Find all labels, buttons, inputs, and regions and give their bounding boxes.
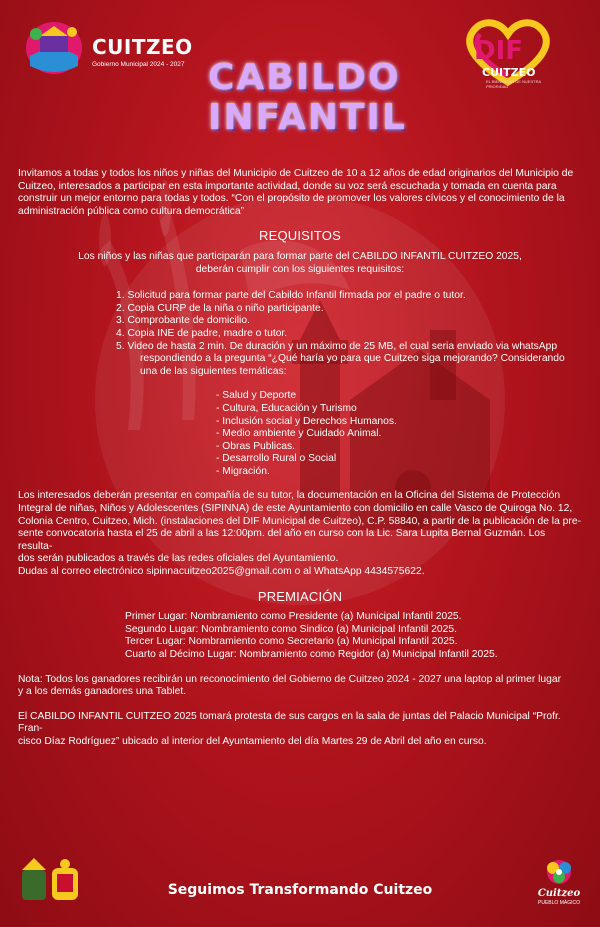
dif-logo-sub: CUITZEO [482, 66, 536, 79]
list-item: Tercer Lugar: Nombramiento como Secretario (a) Municipal Infantil 2025. [125, 636, 458, 648]
procedure-line: Los interesados deberán presentar en compañía de su tutor, la documentación en la Oficina del Sistema de Protección [18, 490, 561, 502]
brand-block [92, 35, 193, 68]
coat-of-arms-icon [20, 856, 80, 906]
title-line-1: CABILDO [208, 57, 401, 98]
list-item: - Inclusión social y Derechos Humanos. [216, 415, 397, 427]
procedure-paragraph [18, 490, 582, 578]
procedure-line: Colonia Centro, Cuitzeo, Mich. (instalaciones del DIF Municipal de Cuitzeo), C.P. 58840, a partir de la publicación de la pre- [18, 515, 581, 527]
list-item: 4. Copia INE de padre, madre o tutor. [116, 327, 288, 339]
premiacion-heading: PREMIACIÓN [257, 588, 343, 604]
procedure-line: Dudas al correo electrónico sipinnacuitzeo2025@gmail.com o al WhatsApp 4434575622. [18, 566, 425, 578]
cuitzeo-emblem-icon [22, 18, 86, 76]
dif-logo [460, 16, 556, 89]
main-content [18, 168, 582, 761]
procedure-line: Integral de niñas, Niños y Adolescentes (SIPINNA) de este Ayuntamiento con domicilio en calle Vasco de Quiroga No. 12, [18, 503, 573, 515]
brand-subtitle: Gobierno Municipal 2024 - 2027 [92, 61, 185, 68]
list-item: - Migración. [216, 465, 270, 477]
prize-list [125, 611, 582, 661]
intro-paragraph: Invitamos a todas y todos los niños y niñas del Municipio de Cuitzeo de 10 a 12 años de edad originarios del Municipio de Cuitzeo, interesados a participar en esta importante actividad, donde su voz será escuchada y tomada en cuenta para construir un mejor entorno para todas y todos. “Con el propósito de promover los valores cívicos y el conocimiento de la administración pública como cultura democrática” [18, 168, 574, 217]
requisitos-lead-2: deberán cumplir con los siguientes requisitos: [195, 263, 405, 275]
list-item-continuation: respondiendo a la pregunta “¿Qué haría yo para que Cuitzeo siga mejorando? Considerando [140, 353, 565, 365]
list-item: Primer Lugar: Nombramiento como Presidente (a) Municipal Infantil 2025. [125, 611, 462, 623]
list-item: - Medio ambiente y Cuidado Animal. [216, 428, 382, 440]
requisitos-heading: REQUISITOS [259, 228, 341, 244]
list-item: 1. Solicitud para formar parte del Cabildo Infantil firmada por el padre o tutor. [116, 290, 466, 302]
pueblo-magico-logo [534, 858, 584, 914]
dif-logo-text: DIF [474, 36, 524, 66]
pueblo-magico-icon [534, 858, 584, 888]
nota-line: y a los demás ganadores una Tablet. [18, 686, 187, 698]
nota-paragraph [18, 674, 582, 699]
pueblo-magico-name: Cuitzeo [537, 888, 581, 899]
closing-line: El CABILDO INFANTIL CUITZEO 2025 tomará protesta de sus cargos en la sala de juntas del Palacio Municipal “Profr. Fran- [18, 710, 561, 735]
requisitos-lead-1: Los niños y las niñas que participarán para formar parte del CABILDO INFANTIL CUITZEO 2025, [78, 250, 522, 262]
list-item: 5. Video de hasta 2 min. De duración y un máximo de 25 MB, el cual seria enviado via whatsApp [116, 340, 558, 352]
footer-slogan: Seguimos Transformando Cuitzeo [167, 882, 433, 898]
title-line-2: INFANTIL [208, 97, 407, 138]
list-item: 2. Copia CURP de la niña o niño participante. [116, 302, 324, 314]
dif-logo-tagline: EL BIENESTAR DE NUESTRA PRIORIDAD [486, 79, 541, 89]
list-item: Cuarto al Décimo Lugar: Nombramiento como Regidor (a) Municipal Infantil 2025. [125, 649, 498, 660]
list-item: Segundo Lugar: Nombramiento como Sindico (a) Municipal Infantil 2025. [125, 623, 457, 635]
procedure-line: sente convocatoria hasta el 25 de abril a las 12:00pm. del año en curso con la Lic. Sara Lupita Bernal Guzmán. Los resulta- [18, 528, 546, 552]
closing-paragraph [18, 711, 582, 749]
requisitos-list [116, 290, 582, 378]
closing-line: cisco Díaz Rodríguez” ubicado al interior del Ayuntamiento del día Martes 29 de Abril del año en curso. [18, 735, 487, 747]
coat-of-arms-seal [20, 856, 80, 906]
list-item: - Cultura, Educación y Turismo [216, 402, 357, 414]
list-item: - Desarrollo Rural o Social [216, 453, 337, 465]
topics-list [216, 390, 582, 478]
cuitzeo-municipal-logo [22, 18, 86, 76]
list-item: - Salud y Deporte [216, 390, 297, 402]
event-title [208, 57, 407, 138]
pueblo-magico-sub: PUEBLO MÁGICO [538, 900, 580, 906]
procedure-line: dos serán publicados a través de las redes oficiales del Ayuntamiento. [18, 553, 339, 565]
list-item-continuation: una de las siguientes temáticas: [140, 365, 287, 377]
header [0, 0, 600, 160]
list-item: - Obras Publicas. [216, 440, 295, 452]
brand-title: CUITZEO [92, 35, 193, 59]
list-item: 3. Comprobante de domicilio. [116, 315, 250, 327]
nota-line: Nota: Todos los ganadores recibirán un reconocimiento del Gobierno de Cuitzeo 2024 - 2027 una laptop al primer lugar [18, 673, 562, 685]
